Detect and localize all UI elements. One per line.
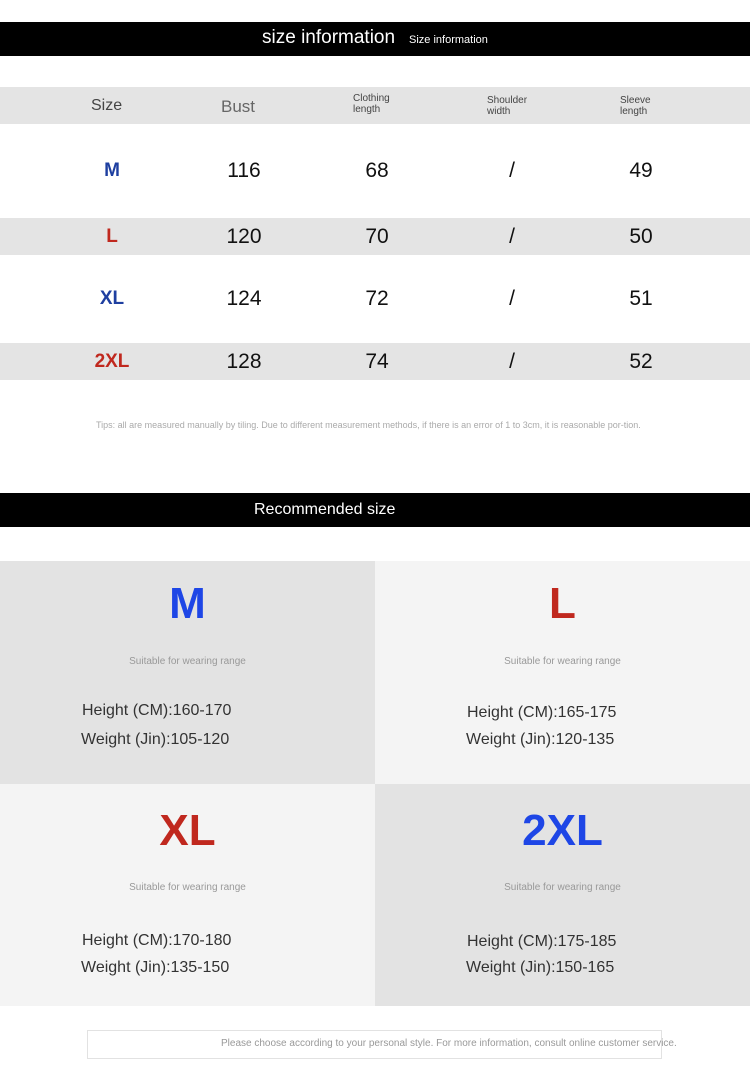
- header-sleeve-length: Sleeve length: [620, 95, 651, 117]
- shoulder-value: /: [509, 349, 515, 373]
- recommended-size-title: Recommended size: [254, 501, 396, 518]
- suitable-range-label: Suitable for wearing range: [504, 656, 621, 667]
- shoulder-value: /: [509, 287, 515, 310]
- size-table-header: [0, 87, 750, 124]
- table-row: [0, 124, 750, 218]
- height-range: Height (CM):170-180: [82, 932, 232, 949]
- sleeve-value: 49: [629, 159, 653, 182]
- suitable-range-label: Suitable for wearing range: [504, 882, 621, 893]
- table-row: [0, 255, 750, 343]
- size-label: XL: [99, 288, 125, 309]
- sleeve-value: 52: [629, 349, 653, 373]
- suitable-range-label: Suitable for wearing range: [129, 656, 246, 667]
- measurement-tips: Tips: all are measured manually by tiling. Due to different measurement methods, if there is an error of 1 to 3cm, it is reasonable por-tion.: [96, 420, 641, 430]
- bust-value: 124: [226, 287, 262, 310]
- shoulder-value: /: [509, 224, 515, 248]
- table-row: [0, 218, 750, 255]
- size-information-banner: [0, 22, 750, 56]
- bust-value: 116: [227, 159, 261, 182]
- header-size: Size: [91, 97, 123, 114]
- suitable-range-label: Suitable for wearing range: [129, 882, 246, 893]
- size-information-subtitle: Size information: [409, 34, 488, 46]
- height-range: Height (CM):160-170: [82, 702, 232, 719]
- height-range: Height (CM):165-175: [467, 704, 617, 721]
- weight-range: Weight (Jin):150-165: [466, 959, 615, 976]
- header-clothing-length: Clothing length: [353, 93, 390, 115]
- recommend-size-label: XL: [159, 806, 216, 855]
- size-label: M: [104, 160, 120, 181]
- length-value: 68: [365, 159, 389, 182]
- weight-range: Weight (Jin):135-150: [81, 959, 230, 976]
- weight-range: Weight (Jin):105-120: [81, 731, 230, 748]
- length-value: 74: [365, 349, 389, 373]
- footer-note-box: [87, 1030, 677, 1059]
- recommend-card-2xl: [375, 784, 750, 1006]
- bust-value: 120: [226, 224, 262, 248]
- weight-range: Weight (Jin):120-135: [466, 731, 615, 748]
- size-label: L: [106, 225, 118, 247]
- recommend-size-label: 2XL: [522, 806, 603, 855]
- bust-value: 128: [226, 349, 262, 373]
- sleeve-value: 50: [629, 224, 653, 248]
- recommend-card-m: [0, 561, 375, 784]
- recommend-card-xl: [0, 784, 375, 1006]
- size-information-title: size information: [262, 27, 396, 48]
- length-value: 70: [365, 224, 389, 248]
- shoulder-value: /: [509, 159, 515, 182]
- header-bust: Bust: [221, 97, 256, 116]
- length-value: 72: [365, 287, 389, 310]
- recommended-size-banner: [0, 493, 750, 527]
- header-shoulder-width: Shoulder width: [487, 95, 528, 117]
- recommend-card-l: [375, 561, 750, 784]
- table-row: [0, 343, 750, 380]
- height-range: Height (CM):175-185: [467, 933, 617, 950]
- recommend-size-label: M: [169, 579, 206, 628]
- sleeve-value: 51: [629, 287, 653, 310]
- recommend-size-label: L: [549, 579, 576, 628]
- size-label: 2XL: [94, 350, 130, 372]
- footer-note: Please choose according to your personal style. For more information, consult online customer service.: [221, 1038, 677, 1049]
